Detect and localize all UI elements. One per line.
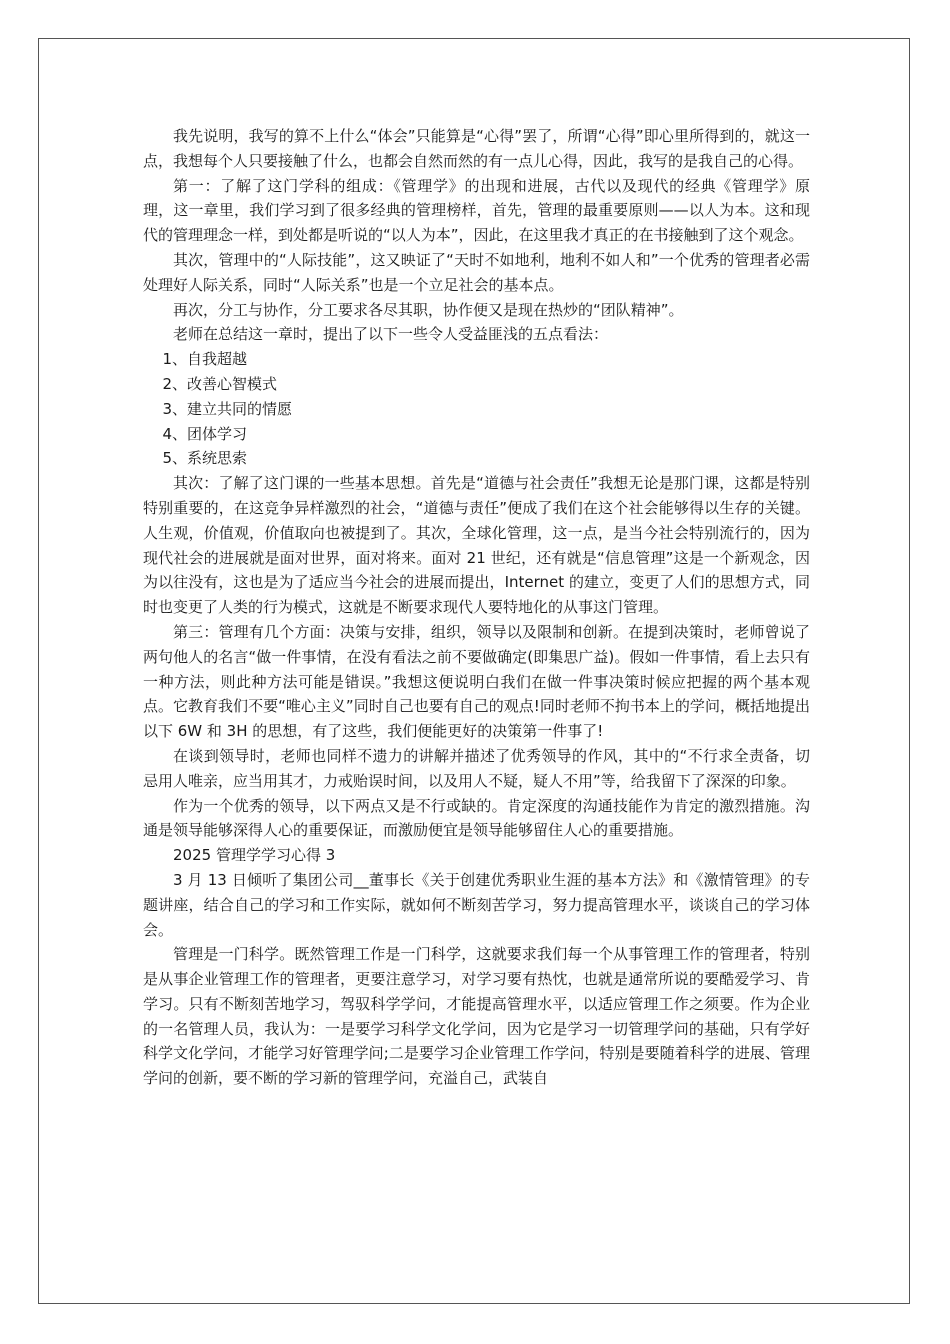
paragraph: 其次：了解了这门课的一些基本思想。首先是“道德与社会责任”我想无论是那门课，这都是特别特别重要的，在这竞争异样激烈的社会，“道德与责任”便成了我们在这个社会能够得以生存的关键。人生观，价值观，价值取向也被提到了。其次，全球化管理，这一点，是当今社会特别流行的，因为现代社会的进展就是面对世界，面对将来。面对 21 世纪，还有就是“信息管理”这是一个新观念，因为以往没有，这也是为了适应当今社会的进展而提出，Internet 的建立，变更了人们的思想方式，同时也变更了人类的行为模式，这就是不断要求现代人要特地化的从事这门管理。 [143, 474, 810, 617]
list-item: 1、自我超越 [162, 350, 248, 369]
paragraph: 再次，分工与协作，分工要求各尽其职，协作便又是现在热炒的“团队精神”。 [173, 300, 684, 319]
section-heading: 2025 管理学学习心得 3 [173, 846, 336, 865]
list-item: 4、团体学习 [162, 424, 248, 443]
list-item: 2、改善心智模式 [162, 374, 278, 393]
paragraph: 其次，管理中的“人际技能”，这又映证了“天时不如地利，地利不如人和”一个优秀的管理者必需处理好人际关系，同时“人际关系”也是一个立足社会的基本点。 [143, 250, 810, 294]
paragraph: 第三：管理有几个方面：决策与安排，组织，领导以及限制和创新。在提到决策时，老师曾说了两句他人的名言“做一件事情，在没有看法之前不要做确定(即集思广益)。假如一件事情，看上去只有一种方法，则此种方法可能是错误。”我想这便说明白我们在做一件事决策时候应把握的两个基本观点。它教育我们不要“唯心主义”同时自己也要有自己的观点!同时老师不拘书本上的学问，概括地提出以下 6W 和 3H 的思想，有了这些，我们便能更好的决策第一件事了! [143, 622, 810, 741]
document-body [143, 124, 810, 1091]
paragraph: 管理是一门科学。既然管理工作是一门科学，这就要求我们每一个从事管理工作的管理者，特别是从事企业管理工作的管理者，更要注意学习，对学习要有热忱，也就是通常所说的要酷爱学习、肯学习。只有不断刻苦地学习，驾驭科学学问，才能提高管理水平，以适应管理工作之须要。作为企业的一名管理人员，我认为：一是要学习科学文化学问，因为它是学习一切管理学问的基础，只有学好科学文化学问，才能学习好管理学问;二是要学习企业管理工作学问，特别是要随着科学的进展、管理学问的创新，要不断的学习新的管理学问，充溢自己，武装自 [143, 945, 810, 1088]
paragraph: 作为一个优秀的领导，以下两点又是不行或缺的。肯定深度的沟通技能作为肯定的激烈措施。沟通是领导能够深得人心的重要保证，而激励便宜是领导能够留住人心的重要措施。 [143, 796, 810, 840]
paragraph: 我先说明，我写的算不上什么“体会”只能算是“心得”罢了，所谓“心得”即心里所得到的，就这一点，我想每个人只要接触了什么，也都会自然而然的有一点儿心得，因此，我写的是我自己的心得。 [143, 127, 810, 170]
list-item: 3、建立共同的情愿 [162, 399, 293, 418]
list-item: 5、系统思索 [162, 449, 248, 468]
paragraph: 老师在总结这一章时，提出了以下一些令人受益匪浅的五点看法： [173, 325, 609, 344]
paragraph: 3 月 13 日倾听了集团公司__董事长《关于创建优秀职业生涯的基本方法》和《激情管理》的专题讲座，结合自己的学习和工作实际，就如何不断刻苦学习，努力提高管理水平，谈谈自己的学习体会。 [143, 870, 810, 939]
paragraph: 第一：了解了这门学科的组成：《管理学》的出现和进展，古代以及现代的经典《管理学》原理，这一章里，我们学习到了很多经典的管理榜样，首先，管理的最重要原则——以人为本。这和现代的管理理念一样，到处都是听说的“以人为本”，因此，在这里我才真正的在书接触到了这个观念。 [143, 176, 810, 245]
paragraph: 在谈到领导时，老师也同样不遗力的讲解并描述了优秀领导的作风，其中的“不行求全责备，切忌用人唯亲，应当用其才，力戒贻误时间，以及用人不疑，疑人不用”等，给我留下了深深的印象。 [143, 746, 810, 790]
